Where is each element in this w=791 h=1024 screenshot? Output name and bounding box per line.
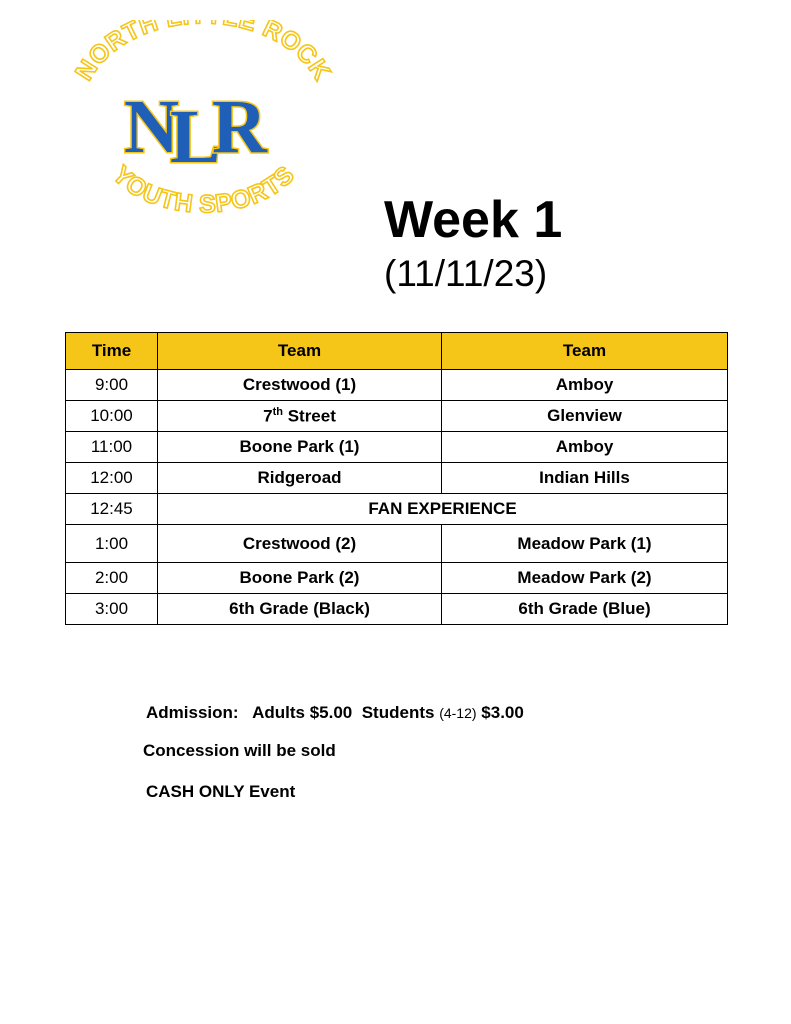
team-cell: Crestwood (2) — [158, 525, 442, 563]
header-time: Time — [66, 333, 158, 370]
team-name-ordinal: th — [272, 405, 283, 418]
team-cell: 6th Grade (Blue) — [442, 594, 728, 625]
time-cell: 11:00 — [66, 432, 158, 463]
svg-text:YOUTH SPORTS: YOUTH SPORTS — [107, 160, 300, 219]
adults-price: Adults $5.00 — [252, 703, 353, 722]
table-row — [66, 432, 728, 463]
admission-label: Admission: — [146, 703, 239, 722]
header-team-1: Team — [158, 333, 442, 370]
team-cell: Meadow Park (2) — [442, 563, 728, 594]
team-cell: Meadow Park (1) — [442, 525, 728, 563]
students-label: Students — [361, 703, 435, 722]
svg-text:NORTH LITTLE ROCK: NORTH E ROCK — [69, 20, 337, 86]
team-cell: 6th Grade (Black) — [158, 594, 442, 625]
team-name-number: 7 — [263, 406, 273, 426]
team-cell: Indian Hills — [442, 463, 728, 494]
svg-text:L: L — [170, 95, 221, 179]
svg-text:N: N — [124, 85, 179, 169]
table-row — [66, 525, 728, 563]
event-cell: FAN EXPERIENCE — [158, 494, 728, 525]
table-row — [66, 401, 728, 432]
table-row — [66, 594, 728, 625]
time-cell: 2:00 — [66, 563, 158, 594]
concession-note: Concession will be sold — [143, 741, 336, 760]
students-price: $3.00 — [481, 703, 524, 722]
heading — [384, 190, 562, 296]
svg-text:R: R — [212, 85, 267, 169]
time-cell: 3:00 — [66, 594, 158, 625]
time-cell: 1:00 — [66, 525, 158, 563]
table-header-row — [66, 333, 728, 370]
week-title: Week 1 — [384, 191, 563, 249]
team-name-street: Street — [282, 406, 336, 426]
table-row — [66, 494, 728, 525]
header-team-2: Team — [442, 333, 728, 370]
team-cell: Ridgeroad — [158, 463, 442, 494]
week-date: (11/11/23) — [384, 253, 548, 294]
team-cell: Boone Park (1) — [158, 432, 442, 463]
team-cell: Amboy — [442, 370, 728, 401]
time-cell: 12:00 — [66, 463, 158, 494]
students-grades: (4-12) — [439, 705, 477, 721]
team-cell: Boone Park (2) — [158, 563, 442, 594]
team-cell: Glenview — [442, 401, 728, 432]
team-cell: Crestwood (1) — [158, 370, 442, 401]
admission-line — [146, 703, 524, 723]
time-cell: 9:00 — [66, 370, 158, 401]
time-cell: 10:00 — [66, 401, 158, 432]
table-row — [66, 370, 728, 401]
team-cell — [158, 401, 442, 432]
table-row — [66, 463, 728, 494]
nlr-youth-sports-logo — [62, 20, 342, 235]
cash-only-note: CASH ONLY Event — [146, 782, 296, 801]
team-cell: Amboy — [442, 432, 728, 463]
schedule-table — [65, 332, 728, 625]
table-row — [66, 563, 728, 594]
logo-graphic — [62, 20, 342, 235]
time-cell: 12:45 — [66, 494, 158, 525]
